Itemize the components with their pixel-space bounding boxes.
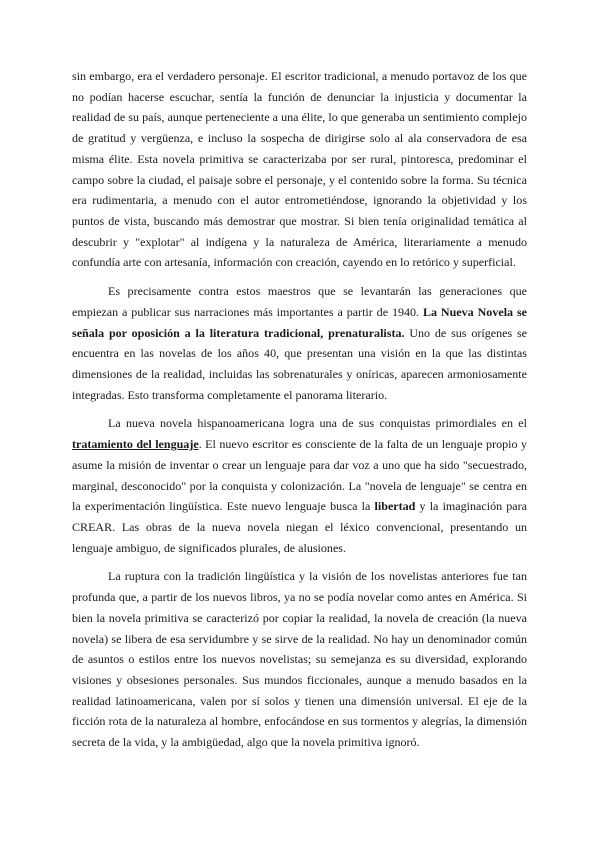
paragraph-2: [72, 281, 527, 405]
paragraph-3-bold-text: libertad: [374, 499, 416, 514]
paragraph-3-bold-underlined-text: tratamiento del lenguaje: [72, 437, 199, 452]
paragraph-1-text: sin embargo, era el verdadero personaje. El escritor tradicional, a menudo portavoz de los que no podían hacerse escuchar, sentía la función de denunciar la injusticia y documentar la realidad de su país, aunque perteneciente a una élite, lo que generaba un sentimiento complejo de gratitud y vergüenza, e incluso la sospecha de dirigirse solo al ala conservadora de esa misma élite. Esta novela primitiva se caracterizaba por ser rural, pintoresca, predominar el campo sobre la ciudad, el paisaje sobre el personaje, y el contenido sobre la forma. Su técnica era rudimentaria, a menudo con el autor entrometiéndose, ignorando la objetividad y los puntos de vista, buscando más demostrar que mostrar. Si bien tenía originalidad temática al descubrir y "explotar" al indígena y la naturaleza de América, literariamente a menudo confundía arte con artesanía, información con creación, cayendo en lo retórico y superficial.: [72, 69, 527, 270]
paragraph-3-text-b: . El nuevo escritor es consciente de la falta de un lenguaje propio y asume la misión de inventar o crear un lenguaje para dar voz a uno que ha sido "secuestrado, marginal, desconocido" por la conquista y colonización. La "novela de lenguaje" se centra en la experimentación lingüística. Este nuevo lenguaje busca la: [72, 437, 527, 514]
paragraph-2-text-a: Es precisamente contra estos maestros que se levantarán las generaciones que empiezan a publicar sus narraciones más importantes a partir de 1940.: [72, 284, 527, 319]
paragraph-1: [72, 66, 527, 273]
paragraph-3-text-c: y la imaginación para CREAR. Las obras de la nueva novela niegan el léxico convencional, presentando un lenguaje ambiguo, de significados plurales, de alusiones.: [72, 499, 527, 555]
paragraph-2-bold-text: La Nueva Novela se señala por oposición a la literatura tradicional, prenaturalista.: [72, 304, 527, 340]
paragraph-4-text: La ruptura con la tradición lingüística y la visión de los novelistas anteriores fue tan profunda que, a partir de los nuevos libros, ya no se podía novelar como antes en América. Si bien la novela primitiva se caracterizó por copiar la realidad, la novela de creación (la nueva novela) se libera de esa servidumbre y se sirve de la realidad. No hay un denominador común de asuntos o estilos entre los nuevos novelistas; su semejanza es su diversidad, explorando visiones y obsesiones personales. Sus mundos ficcionales, aunque a menudo basados en la realidad latinoamericana, valen por sí solos y tienen una dimensión universal. El eje de la ficción rota de la naturaleza al hombre, enfocándose en sus tormentos y alegrías, la dimensión secreta de la vida, y la ambigüedad, algo que la novela primitiva ignoró.: [72, 569, 527, 750]
paragraph-3: [72, 413, 527, 558]
paragraph-4: [72, 566, 527, 752]
paragraph-3-text-a: La nueva novela hispanoamericana logra una de sus conquistas primordiales en el: [108, 416, 527, 431]
document-page: [72, 66, 527, 761]
paragraph-2-text-b: Uno de sus orígenes se encuentra en las novelas de los años 40, que presentan una visión en la que las distintas dimensiones de la realidad, incluidas las sobrenaturales y oníricas, aparecen armoniosamente integradas. Esto transforma completamente el panorama literario.: [72, 325, 527, 402]
